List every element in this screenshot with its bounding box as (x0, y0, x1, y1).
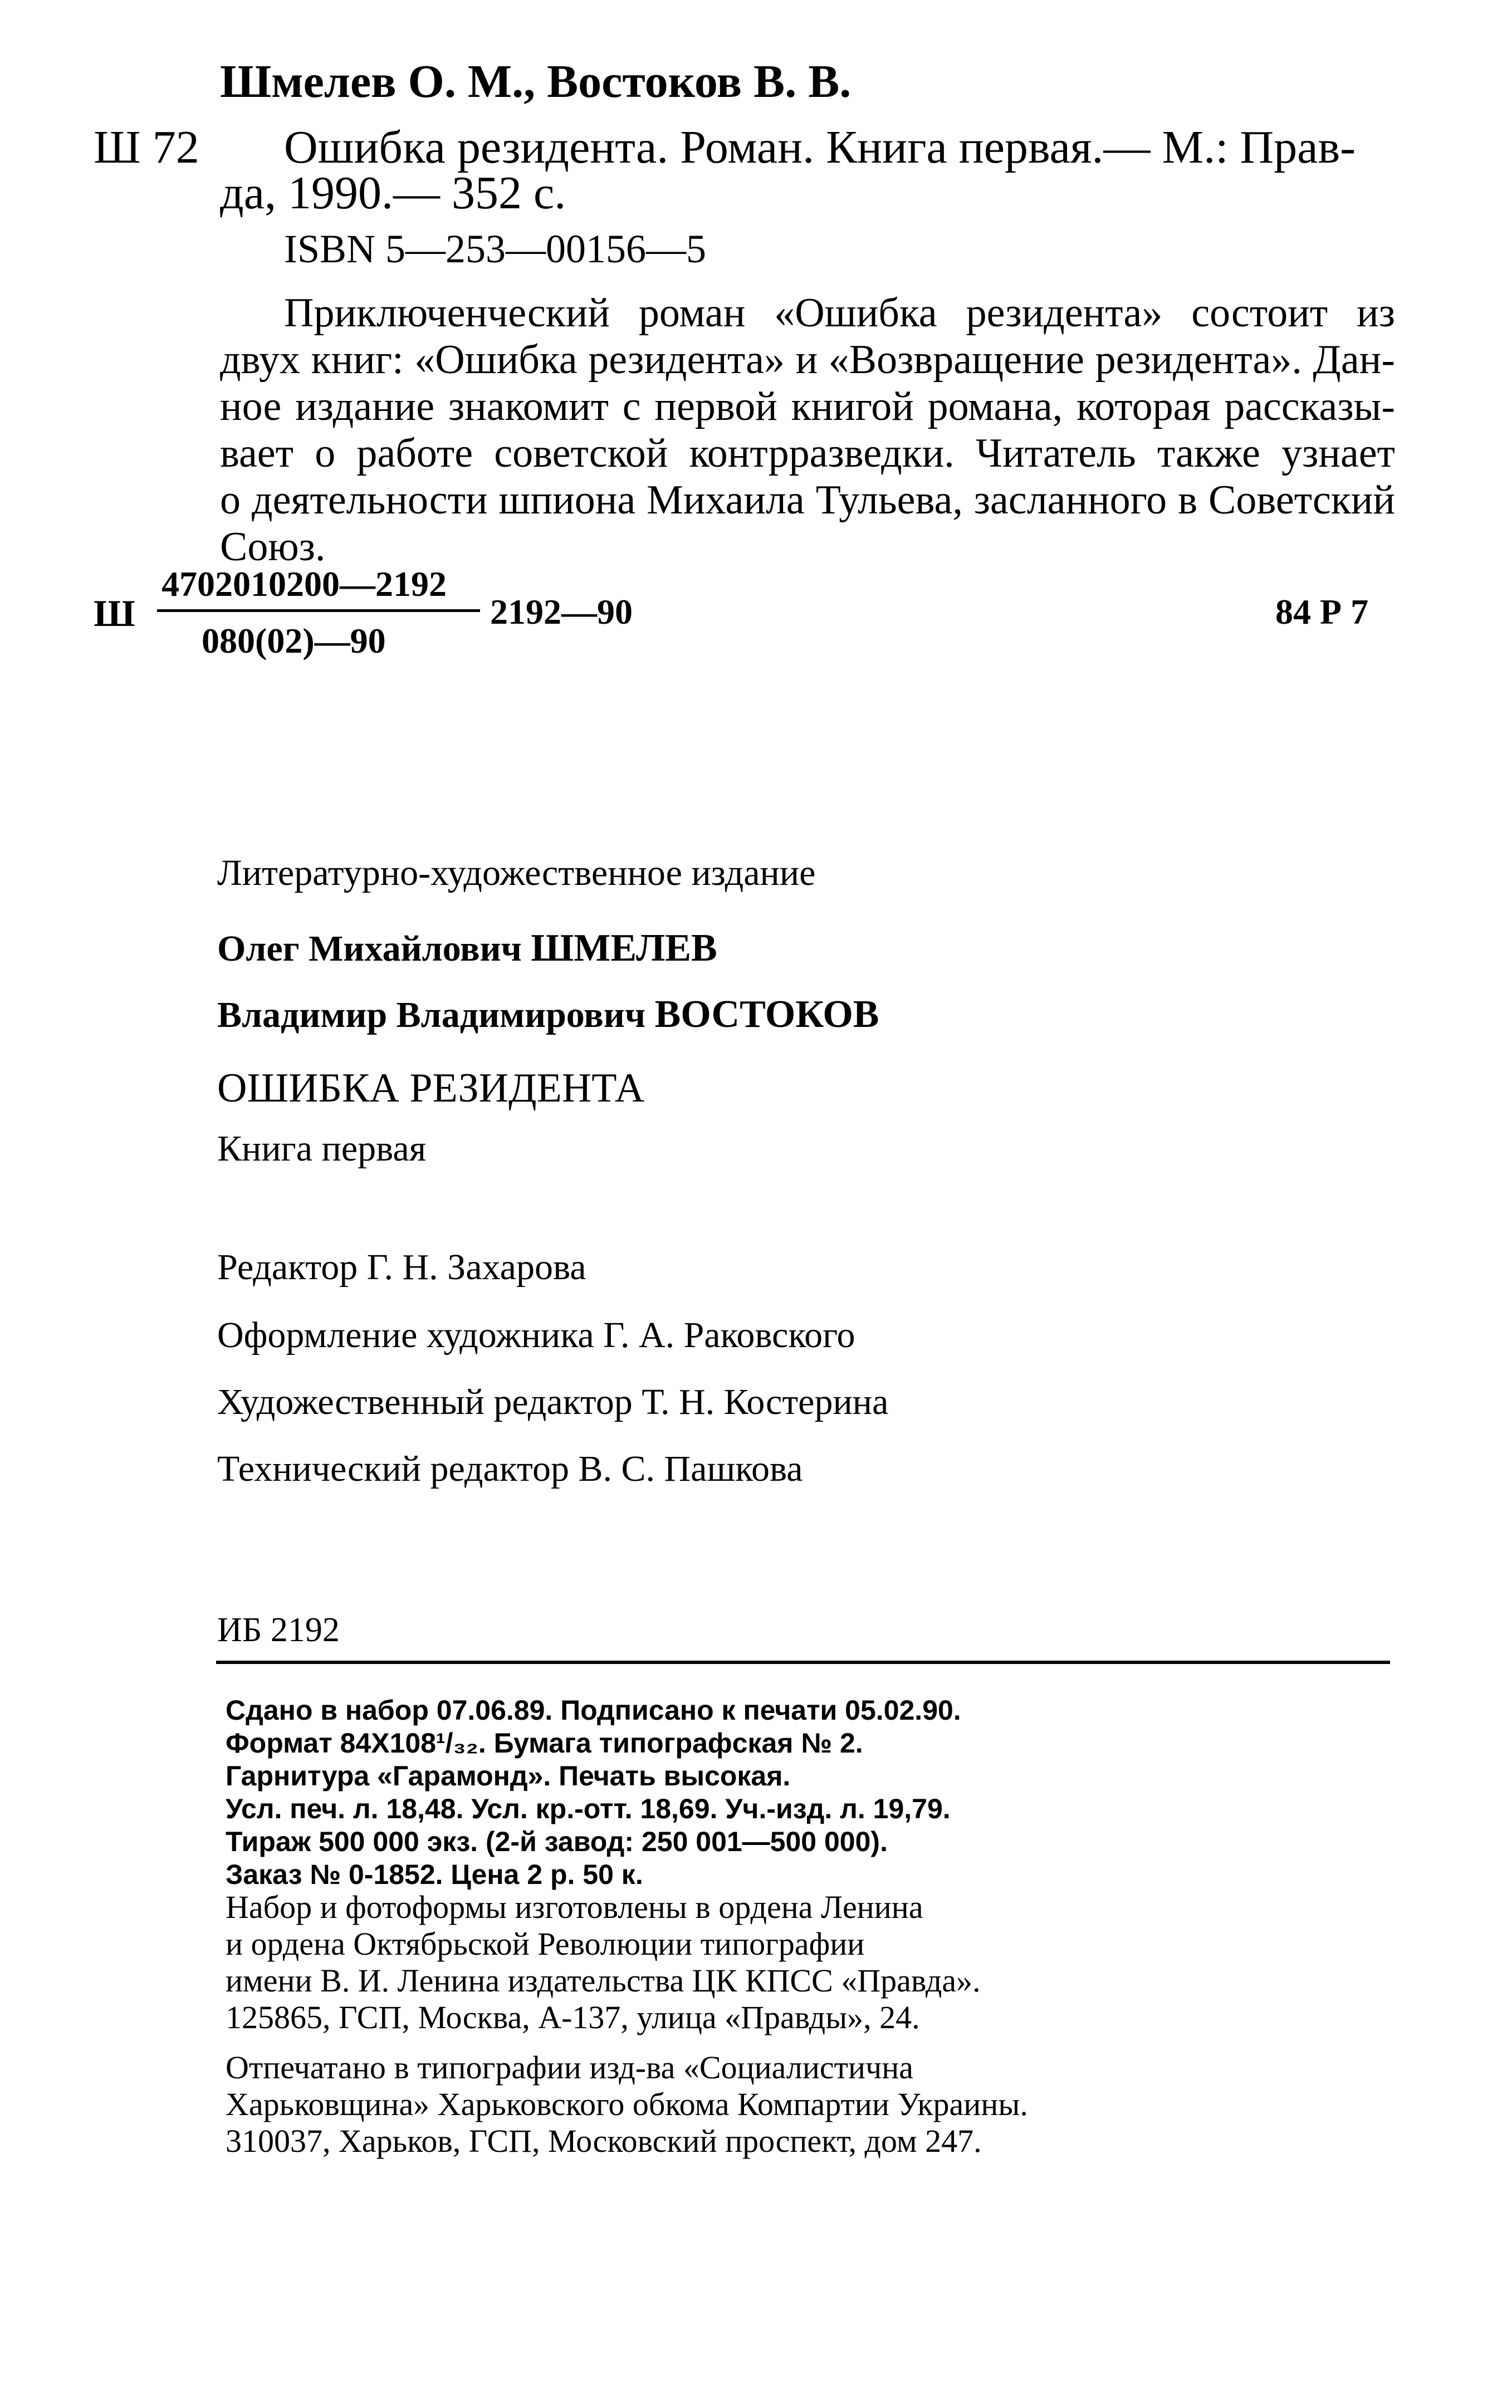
author-1-first: Олег Михайлович (217, 928, 522, 969)
index-letter: Ш (94, 592, 135, 634)
imprint-line: Тираж 500 000 экз. (2-й завод: 250 001—500 000). (226, 1826, 888, 1857)
catalog-code: Ш 72 (94, 121, 199, 173)
imprint-line: Формат 84Х108¹/₃₂. Бумага типографская № 2. (226, 1727, 863, 1759)
annotation-line: двух книг: «Ошибка резидента» и «Возвращение резидента». Дан- (220, 337, 1395, 383)
printer-block (226, 1889, 981, 2036)
editor: Редактор Г. Н. Захарова (217, 1247, 586, 1288)
imprint-line: Гарнитура «Гарамонд». Печать высокая. (226, 1760, 791, 1792)
printer-line: 125865, ГСП, Москва, А-137, улица «Правды», 24. (226, 1999, 920, 2035)
printed-line: 310037, Харьков, ГСП, Московский проспект, дом 247. (226, 2123, 982, 2159)
printed-line: Отпечатано в типографии изд-ва «Социалистична (226, 2049, 913, 2086)
tech-editor: Технический редактор В. С. Пашкова (217, 1448, 803, 1489)
art-editor: Художественный редактор Т. Н. Костерина (217, 1382, 889, 1422)
annotation-line: вает о работе советской контрразведки. Читатель также узнает (220, 430, 1395, 476)
catalog-annotation (220, 290, 1395, 570)
catalog-title-line-2: да, 1990.— 352 с. (220, 167, 566, 219)
annotation-line: о деятельности шпиона Михаила Тульева, засланного в Советский (220, 477, 1395, 523)
annotation-line: ное издание знакомит с первой книгой романа, которая рассказы- (220, 384, 1395, 429)
index-denominator: 080(02)—90 (202, 621, 386, 660)
printer-line: имени В. И. Ленина издательства ЦК КПСС «Правда». (226, 1962, 981, 1999)
index-numerator: 4702010200—2192 (162, 564, 447, 604)
book-title: ОШИБКА РЕЗИДЕНТА (217, 1065, 645, 1111)
edition-type: Литературно-художественное издание (217, 853, 816, 893)
catalog-isbn: ISBN 5—253—00156—5 (284, 227, 707, 271)
imprint-line: Сдано в набор 07.06.89. Подписано к печати 05.02.90. (226, 1695, 961, 1726)
author-1 (217, 926, 717, 971)
ib-number: ИБ 2192 (217, 1611, 340, 1649)
author-1-last: ШМЕЛЕВ (531, 927, 717, 970)
imprint-tech-block (226, 1694, 961, 1891)
index-number: 2192—90 (490, 592, 633, 632)
author-2-first: Владимир Владимирович (217, 995, 646, 1035)
catalog-title-line-1: Ошибка резидента. Роман. Книга первая.— М.: Прав- (284, 121, 1356, 173)
imprint-rule (216, 1661, 1390, 1664)
imprint-line: Усл. печ. л. 18,48. Усл. кр.-отт. 18,69. Уч.-изд. л. 19,79. (226, 1793, 951, 1824)
printer-line: и ордена Октябрьской Революции типографии (226, 1926, 865, 1962)
design: Оформление художника Г. А. Раковского (217, 1315, 855, 1355)
annotation-line: Приключенческий роман «Ошибка резидента» состоит из (284, 290, 1395, 336)
printer-line: Набор и фотоформы изготовлены в ордена Ленина (226, 1889, 923, 1925)
book-subtitle: Книга первая (217, 1128, 427, 1169)
annotation-line: Союз. (220, 524, 326, 570)
printed-block (226, 2049, 1028, 2160)
author-2 (217, 992, 879, 1037)
author-2-last: ВОСТОКОВ (654, 993, 879, 1036)
imprint-line: Заказ № 0-1852. Цена 2 р. 50 к. (226, 1859, 643, 1890)
classification: 84 Р 7 (1275, 592, 1369, 632)
printed-line: Харьковщина» Харьковского обкома Компартии Украины. (226, 2086, 1028, 2122)
catalog-authors: Шмелев О. М., Востоков В. В. (220, 56, 852, 107)
fraction-bar (157, 609, 480, 612)
